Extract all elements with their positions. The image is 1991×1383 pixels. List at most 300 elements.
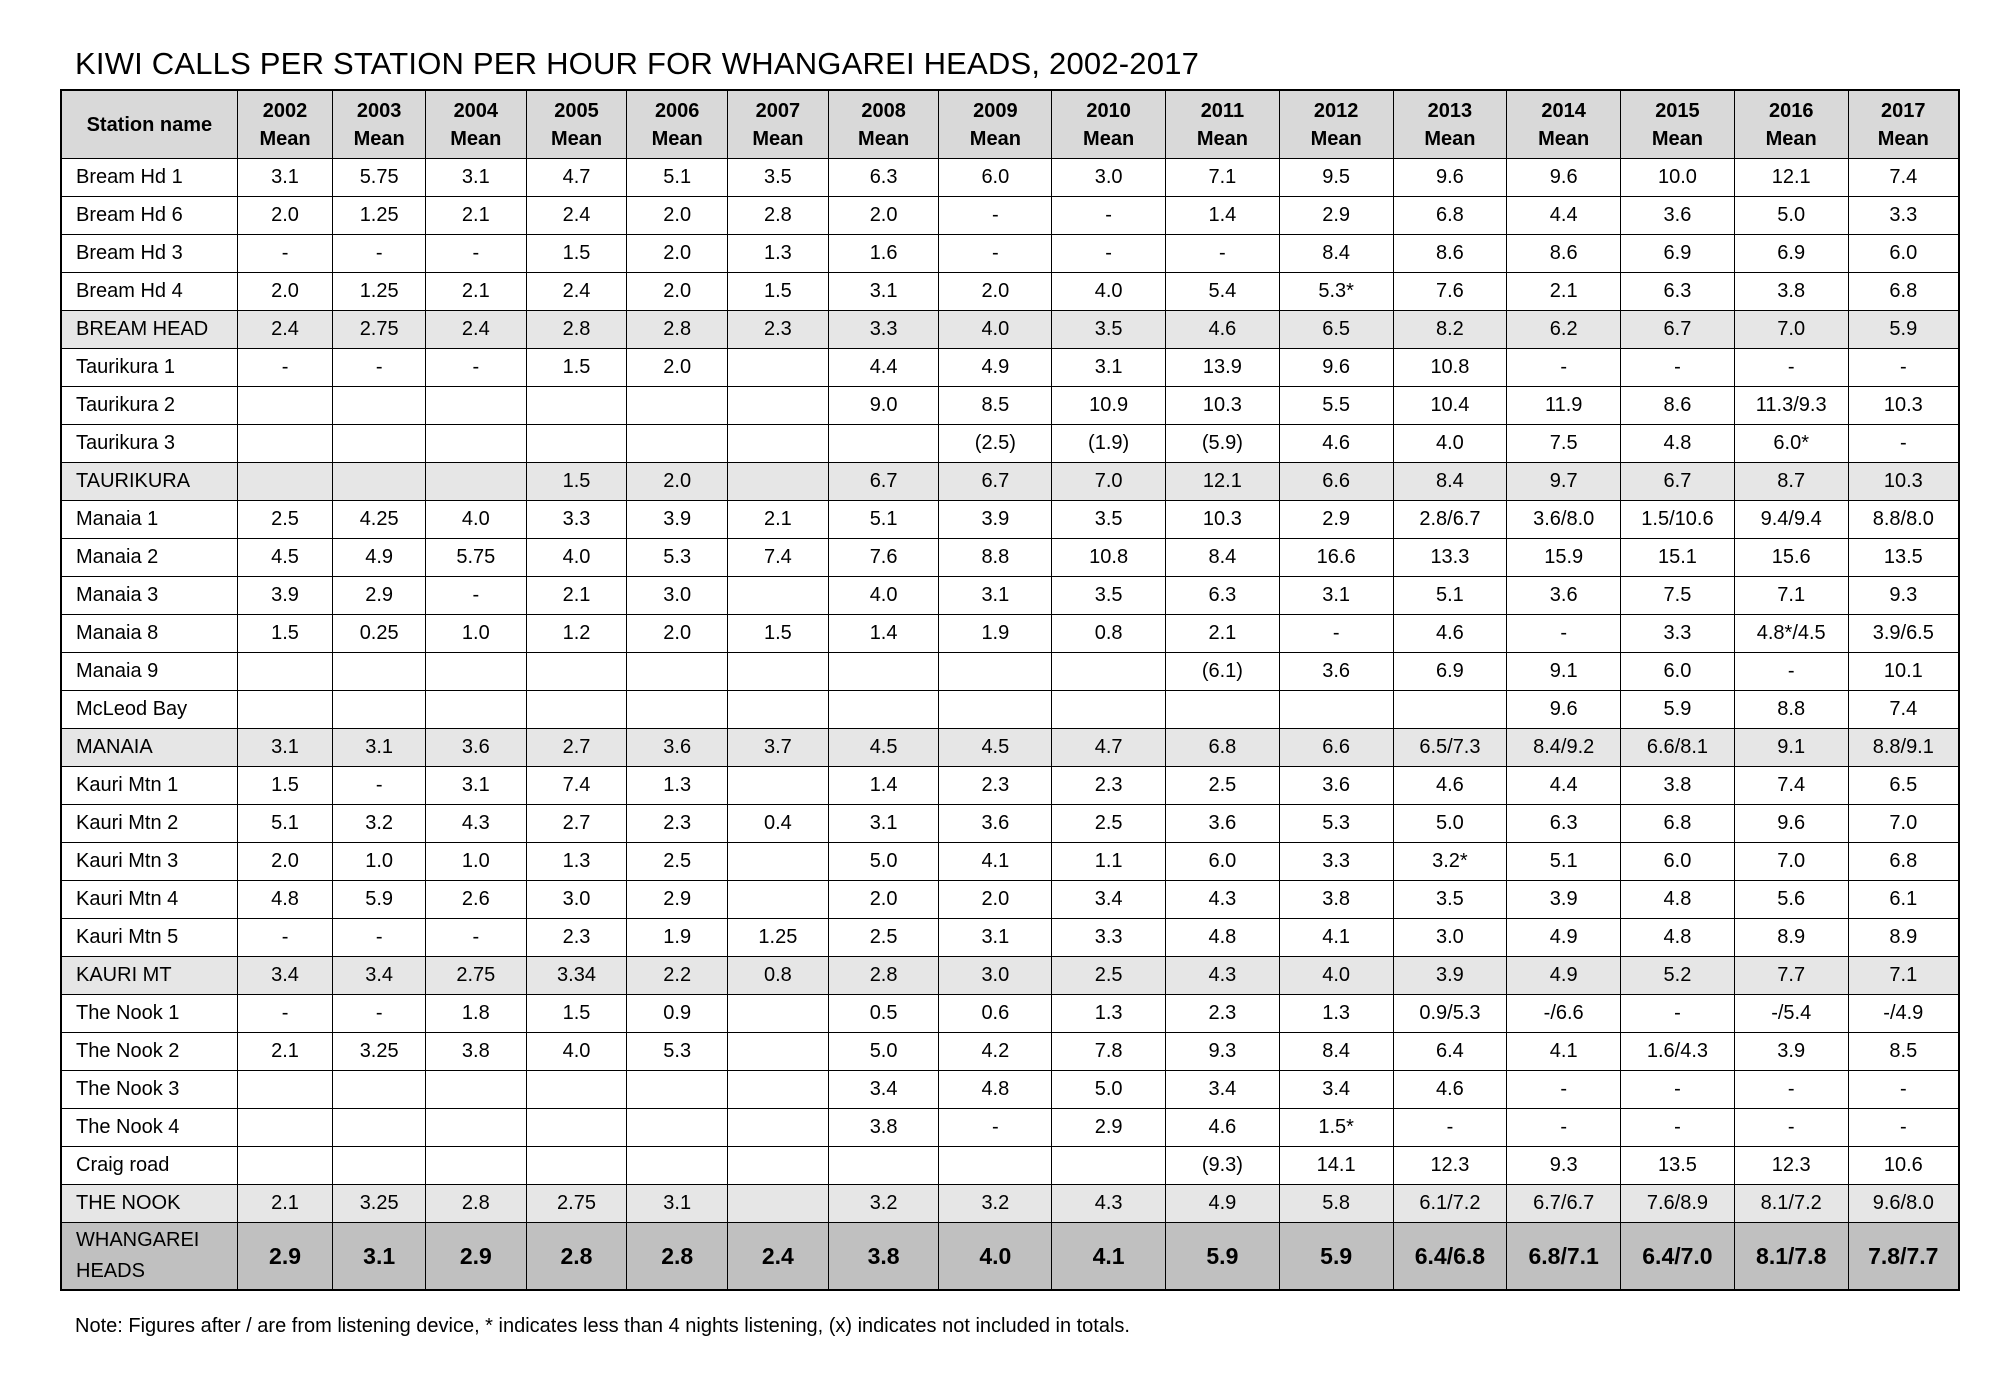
station-name-cell: Bream Hd 3 (61, 235, 237, 273)
value-cell: 7.4 (1848, 159, 1959, 197)
value-cell: 3.3 (1621, 615, 1735, 653)
value-cell: 5.3* (1279, 273, 1393, 311)
value-cell: 0.8 (1052, 615, 1166, 653)
value-cell: 2.0 (627, 349, 728, 387)
value-cell: 6.8 (1848, 273, 1959, 311)
value-cell: 1.9 (939, 615, 1052, 653)
value-cell (237, 387, 333, 425)
station-name-cell: Kauri Mtn 4 (61, 881, 237, 919)
value-cell: 4.0 (828, 577, 939, 615)
value-cell: 3.1 (237, 729, 333, 767)
value-cell (728, 653, 829, 691)
value-cell: 1.5 (526, 995, 627, 1033)
value-cell: - (425, 235, 526, 273)
value-cell: 2.1 (728, 501, 829, 539)
value-cell: 2.6 (425, 881, 526, 919)
value-cell (1052, 1147, 1166, 1185)
value-cell: 3.8 (828, 1223, 939, 1291)
table-row (61, 881, 1959, 919)
value-cell: 3.0 (939, 957, 1052, 995)
value-cell: 1.5 (526, 235, 627, 273)
value-cell: 1.25 (333, 273, 426, 311)
value-cell (526, 1071, 627, 1109)
station-name-cell: Manaia 9 (61, 653, 237, 691)
value-cell: 1.8 (425, 995, 526, 1033)
value-cell: 4.2 (939, 1033, 1052, 1071)
value-cell: 5.0 (1393, 805, 1507, 843)
table-row (61, 577, 1959, 615)
value-cell: 12.1 (1166, 463, 1280, 501)
page-title: KIWI CALLS PER STATION PER HOUR FOR WHANGAREI HEADS, 2002-2017 (75, 46, 1200, 81)
value-cell: 4.8 (237, 881, 333, 919)
value-cell: 6.7 (828, 463, 939, 501)
value-cell: 4.3 (1166, 957, 1280, 995)
value-cell: 6.9 (1621, 235, 1735, 273)
value-cell: 7.8 (1052, 1033, 1166, 1071)
column-header-2017 (1848, 90, 1959, 159)
value-cell: -/6.6 (1507, 995, 1621, 1033)
value-cell: - (1621, 349, 1735, 387)
value-cell: 0.4 (728, 805, 829, 843)
value-cell: 5.1 (828, 501, 939, 539)
station-name-cell: The Nook 2 (61, 1033, 237, 1071)
value-cell: - (1507, 349, 1621, 387)
column-header-mean-label: Mean (550, 127, 603, 150)
value-cell: 6.7/6.7 (1507, 1185, 1621, 1223)
value-cell: 15.9 (1507, 539, 1621, 577)
value-cell (627, 1147, 728, 1185)
value-cell (237, 1071, 333, 1109)
value-cell: 2.9 (1052, 1109, 1166, 1147)
station-name-cell: Manaia 3 (61, 577, 237, 615)
value-cell: 4.6 (1166, 1109, 1280, 1147)
value-cell: -/4.9 (1848, 995, 1959, 1033)
value-cell: 5.9 (1279, 1223, 1393, 1291)
value-cell: 10.3 (1166, 387, 1280, 425)
value-cell: 3.0 (1393, 919, 1507, 957)
value-cell: 1.9 (627, 919, 728, 957)
column-header-2013 (1393, 90, 1507, 159)
table-body (61, 159, 1959, 1291)
value-cell: 5.3 (627, 1033, 728, 1071)
value-cell: 3.9 (627, 501, 728, 539)
column-header-2003 (333, 90, 426, 159)
value-cell: - (425, 349, 526, 387)
value-cell: 9.6/8.0 (1848, 1185, 1959, 1223)
column-header-mean-label: Mean (1765, 127, 1817, 150)
table-row (61, 691, 1959, 729)
value-cell: 1.0 (425, 615, 526, 653)
value-cell: - (333, 919, 426, 957)
value-cell: 15.1 (1621, 539, 1735, 577)
station-name-cell: WHANGAREI HEADS (61, 1223, 237, 1291)
value-cell: 3.5 (728, 159, 829, 197)
value-cell: 2.0 (939, 273, 1052, 311)
value-cell: 7.7 (1734, 957, 1848, 995)
value-cell: 1.6/4.3 (1621, 1033, 1735, 1071)
value-cell: 3.5 (1052, 577, 1166, 615)
value-cell: 9.3 (1166, 1033, 1280, 1071)
value-cell: 2.7 (526, 805, 627, 843)
value-cell (1052, 691, 1166, 729)
value-cell (728, 843, 829, 881)
value-cell: 8.6 (1393, 235, 1507, 273)
column-header-year: 2017 (1881, 99, 1926, 122)
value-cell: 7.0 (1734, 311, 1848, 349)
value-cell: 7.0 (1052, 463, 1166, 501)
value-cell: - (237, 919, 333, 957)
value-cell: 9.0 (828, 387, 939, 425)
value-cell: 6.3 (1166, 577, 1280, 615)
value-cell (627, 387, 728, 425)
column-header-year: 2012 (1313, 99, 1359, 122)
station-name-cell: Manaia 8 (61, 615, 237, 653)
value-cell: 2.0 (627, 273, 728, 311)
value-cell: 4.0 (425, 501, 526, 539)
value-cell: 2.75 (333, 311, 426, 349)
column-header-mean-label: Mean (1083, 127, 1135, 150)
table-row (61, 425, 1959, 463)
value-cell (425, 463, 526, 501)
value-cell: 1.5 (728, 615, 829, 653)
value-cell: 3.1 (939, 919, 1052, 957)
column-header-2016 (1734, 90, 1848, 159)
value-cell: 4.4 (1507, 767, 1621, 805)
value-cell: 12.3 (1734, 1147, 1848, 1185)
value-cell: 5.4 (1166, 273, 1280, 311)
value-cell: 9.6 (1507, 159, 1621, 197)
value-cell: 2.3 (1052, 767, 1166, 805)
value-cell: - (1279, 615, 1393, 653)
value-cell: (5.9) (1166, 425, 1280, 463)
value-cell: 3.1 (237, 159, 333, 197)
table-row (61, 387, 1959, 425)
value-cell: 4.1 (1052, 1223, 1166, 1291)
value-cell (728, 463, 829, 501)
value-cell: 16.6 (1279, 539, 1393, 577)
value-cell: 1.0 (333, 843, 426, 881)
value-cell: 3.25 (333, 1033, 426, 1071)
value-cell (728, 425, 829, 463)
station-name-cell: Manaia 1 (61, 501, 237, 539)
value-cell: 3.1 (939, 577, 1052, 615)
value-cell: - (1734, 349, 1848, 387)
value-cell: 8.5 (939, 387, 1052, 425)
value-cell: 6.6 (1279, 729, 1393, 767)
value-cell: 1.6 (828, 235, 939, 273)
value-cell: - (1848, 1071, 1959, 1109)
value-cell: 5.1 (1507, 843, 1621, 881)
value-cell (627, 425, 728, 463)
value-cell: - (333, 235, 426, 273)
value-cell: 2.8 (627, 311, 728, 349)
value-cell (939, 653, 1052, 691)
value-cell: 5.3 (627, 539, 728, 577)
value-cell (425, 1071, 526, 1109)
value-cell: 2.0 (237, 843, 333, 881)
station-name-cell: Bream Hd 4 (61, 273, 237, 311)
value-cell: 3.3 (1279, 843, 1393, 881)
value-cell: 3.6 (627, 729, 728, 767)
value-cell (333, 691, 426, 729)
column-header-year: 2005 (554, 99, 599, 122)
value-cell: - (1848, 1109, 1959, 1147)
value-cell (237, 425, 333, 463)
value-cell: 2.0 (627, 463, 728, 501)
station-name-cell: Kauri Mtn 1 (61, 767, 237, 805)
value-cell: 1.2 (526, 615, 627, 653)
value-cell: 4.25 (333, 501, 426, 539)
value-cell: 3.6 (1621, 197, 1735, 235)
value-cell: 8.9 (1848, 919, 1959, 957)
table-header-row (61, 90, 1959, 159)
value-cell: 4.3 (1052, 1185, 1166, 1223)
value-cell: 2.1 (425, 197, 526, 235)
value-cell: 7.6 (828, 539, 939, 577)
value-cell: 3.9 (939, 501, 1052, 539)
value-cell (728, 1185, 829, 1223)
value-cell: 4.6 (1393, 615, 1507, 653)
table-row-group-summary (61, 957, 1959, 995)
value-cell (728, 881, 829, 919)
value-cell: 2.5 (1052, 957, 1166, 995)
value-cell: 4.9 (1507, 957, 1621, 995)
value-cell: 1.3 (526, 843, 627, 881)
value-cell: - (1734, 1109, 1848, 1147)
value-cell: 2.1 (425, 273, 526, 311)
value-cell: 11.9 (1507, 387, 1621, 425)
value-cell: 1.5 (526, 349, 627, 387)
value-cell: 4.9 (333, 539, 426, 577)
value-cell: 7.1 (1166, 159, 1280, 197)
value-cell: 5.75 (425, 539, 526, 577)
value-cell (526, 425, 627, 463)
value-cell: 12.1 (1734, 159, 1848, 197)
value-cell: 6.8 (1848, 843, 1959, 881)
value-cell: 6.8 (1621, 805, 1735, 843)
value-cell: 8.4 (1166, 539, 1280, 577)
value-cell: 2.4 (526, 273, 627, 311)
value-cell: 2.8 (425, 1185, 526, 1223)
value-cell: 4.5 (939, 729, 1052, 767)
value-cell: 5.9 (1621, 691, 1735, 729)
value-cell: 3.8 (1279, 881, 1393, 919)
value-cell (333, 463, 426, 501)
value-cell: 2.75 (526, 1185, 627, 1223)
value-cell: 0.6 (939, 995, 1052, 1033)
table-row (61, 539, 1959, 577)
value-cell: 6.7 (1621, 463, 1735, 501)
value-cell: - (237, 995, 333, 1033)
value-cell: 1.0 (425, 843, 526, 881)
value-cell: 3.2 (828, 1185, 939, 1223)
value-cell: 5.0 (1734, 197, 1848, 235)
station-name-cell: THE NOOK (61, 1185, 237, 1223)
station-name-cell: KAURI MT (61, 957, 237, 995)
value-cell: - (939, 235, 1052, 273)
value-cell: 3.2* (1393, 843, 1507, 881)
value-cell: 1.5 (237, 615, 333, 653)
value-cell: 0.5 (828, 995, 939, 1033)
value-cell: 4.8 (1621, 919, 1735, 957)
value-cell: 6.3 (828, 159, 939, 197)
column-header-2015 (1621, 90, 1735, 159)
value-cell: 6.0 (1848, 235, 1959, 273)
station-name-cell: Kauri Mtn 3 (61, 843, 237, 881)
value-cell (237, 1109, 333, 1147)
column-header-2005 (526, 90, 627, 159)
value-cell (333, 1109, 426, 1147)
table-row (61, 1071, 1959, 1109)
value-cell: 3.6 (1507, 577, 1621, 615)
value-cell: 2.3 (627, 805, 728, 843)
value-cell: 2.9 (425, 1223, 526, 1291)
value-cell: 3.2 (333, 805, 426, 843)
value-cell: (2.5) (939, 425, 1052, 463)
value-cell: 2.5 (1052, 805, 1166, 843)
value-cell: 4.5 (828, 729, 939, 767)
column-header-mean-label: Mean (259, 127, 311, 150)
value-cell (425, 1147, 526, 1185)
value-cell (425, 425, 526, 463)
value-cell: 5.0 (1052, 1071, 1166, 1109)
value-cell: 2.1 (526, 577, 627, 615)
value-cell: 3.6 (1166, 805, 1280, 843)
value-cell: 4.1 (1279, 919, 1393, 957)
value-cell: 6.8 (1166, 729, 1280, 767)
value-cell (728, 995, 829, 1033)
value-cell: 6.4/7.0 (1621, 1223, 1735, 1291)
value-cell: 14.1 (1279, 1147, 1393, 1185)
value-cell: 6.3 (1621, 273, 1735, 311)
value-cell (728, 1071, 829, 1109)
station-name-cell: Bream Hd 6 (61, 197, 237, 235)
value-cell: 2.4 (237, 311, 333, 349)
station-name-cell: Manaia 2 (61, 539, 237, 577)
value-cell: 2.9 (1279, 197, 1393, 235)
value-cell: 1.5 (728, 273, 829, 311)
value-cell: - (1621, 1109, 1735, 1147)
value-cell: 12.3 (1393, 1147, 1507, 1185)
table-row (61, 995, 1959, 1033)
value-cell: 5.9 (1848, 311, 1959, 349)
value-cell: 3.4 (1166, 1071, 1280, 1109)
value-cell: 8.8/9.1 (1848, 729, 1959, 767)
value-cell: 4.6 (1393, 767, 1507, 805)
value-cell: 6.6/8.1 (1621, 729, 1735, 767)
value-cell: 7.1 (1848, 957, 1959, 995)
value-cell: 4.7 (1052, 729, 1166, 767)
station-name-cell: The Nook 3 (61, 1071, 237, 1109)
value-cell: 2.3 (939, 767, 1052, 805)
value-cell: 6.2 (1507, 311, 1621, 349)
station-name-cell: Taurikura 2 (61, 387, 237, 425)
station-name-cell: BREAM HEAD (61, 311, 237, 349)
value-cell: 2.3 (728, 311, 829, 349)
value-cell (237, 1147, 333, 1185)
column-header-year: 2003 (356, 99, 402, 122)
value-cell: 1.4 (828, 767, 939, 805)
value-cell: 4.0 (1279, 957, 1393, 995)
table-row (61, 501, 1959, 539)
value-cell: 3.1 (333, 729, 426, 767)
value-cell: 4.8 (1621, 425, 1735, 463)
value-cell: 6.4 (1393, 1033, 1507, 1071)
value-cell (237, 691, 333, 729)
value-cell: 4.3 (425, 805, 526, 843)
value-cell: 8.9 (1734, 919, 1848, 957)
value-cell: 9.3 (1848, 577, 1959, 615)
table-row (61, 159, 1959, 197)
column-header-mean-label: Mean (450, 127, 502, 150)
column-header-mean-label: Mean (1877, 127, 1929, 150)
value-cell: 4.1 (1507, 1033, 1621, 1071)
value-cell: 9.5 (1279, 159, 1393, 197)
value-cell: 2.4 (425, 311, 526, 349)
value-cell: 6.5/7.3 (1393, 729, 1507, 767)
kiwi-calls-table (60, 89, 1960, 1291)
value-cell: 4.1 (939, 843, 1052, 881)
value-cell: 4.9 (1166, 1185, 1280, 1223)
value-cell: 5.9 (1166, 1223, 1280, 1291)
value-cell: - (1848, 425, 1959, 463)
value-cell: 2.0 (627, 235, 728, 273)
table-row (61, 1147, 1959, 1185)
value-cell: 3.3 (526, 501, 627, 539)
value-cell: 2.1 (1166, 615, 1280, 653)
value-cell: - (237, 235, 333, 273)
value-cell: 4.0 (1393, 425, 1507, 463)
value-cell: 6.9 (1393, 653, 1507, 691)
table-row (61, 843, 1959, 881)
value-cell: 2.9 (1279, 501, 1393, 539)
value-cell: 6.7 (1621, 311, 1735, 349)
value-cell (526, 691, 627, 729)
value-cell: 13.5 (1848, 539, 1959, 577)
value-cell: 2.9 (333, 577, 426, 615)
value-cell: 0.9/5.3 (1393, 995, 1507, 1033)
value-cell: 6.0* (1734, 425, 1848, 463)
value-cell: 6.0 (1166, 843, 1280, 881)
column-header-2012 (1279, 90, 1393, 159)
value-cell: 3.9 (1393, 957, 1507, 995)
table-row-group-summary (61, 463, 1959, 501)
value-cell: 6.0 (1621, 653, 1735, 691)
value-cell (333, 653, 426, 691)
value-cell: 7.0 (1848, 805, 1959, 843)
column-header-2011 (1166, 90, 1280, 159)
value-cell: 6.0 (1621, 843, 1735, 881)
column-header-station: Station name (61, 90, 237, 159)
value-cell: 7.4 (526, 767, 627, 805)
value-cell: 2.0 (627, 197, 728, 235)
value-cell (425, 653, 526, 691)
value-cell (526, 1109, 627, 1147)
value-cell: 1.3 (627, 767, 728, 805)
value-cell: - (1393, 1109, 1507, 1147)
value-cell (1166, 691, 1280, 729)
value-cell: 4.7 (526, 159, 627, 197)
value-cell: 2.0 (828, 197, 939, 235)
station-name-cell: Kauri Mtn 2 (61, 805, 237, 843)
value-cell (828, 425, 939, 463)
table-row (61, 919, 1959, 957)
value-cell: 3.5 (1052, 311, 1166, 349)
value-cell: 3.4 (1052, 881, 1166, 919)
value-cell (333, 425, 426, 463)
station-name-cell: Taurikura 1 (61, 349, 237, 387)
column-header-year: 2008 (861, 99, 906, 122)
